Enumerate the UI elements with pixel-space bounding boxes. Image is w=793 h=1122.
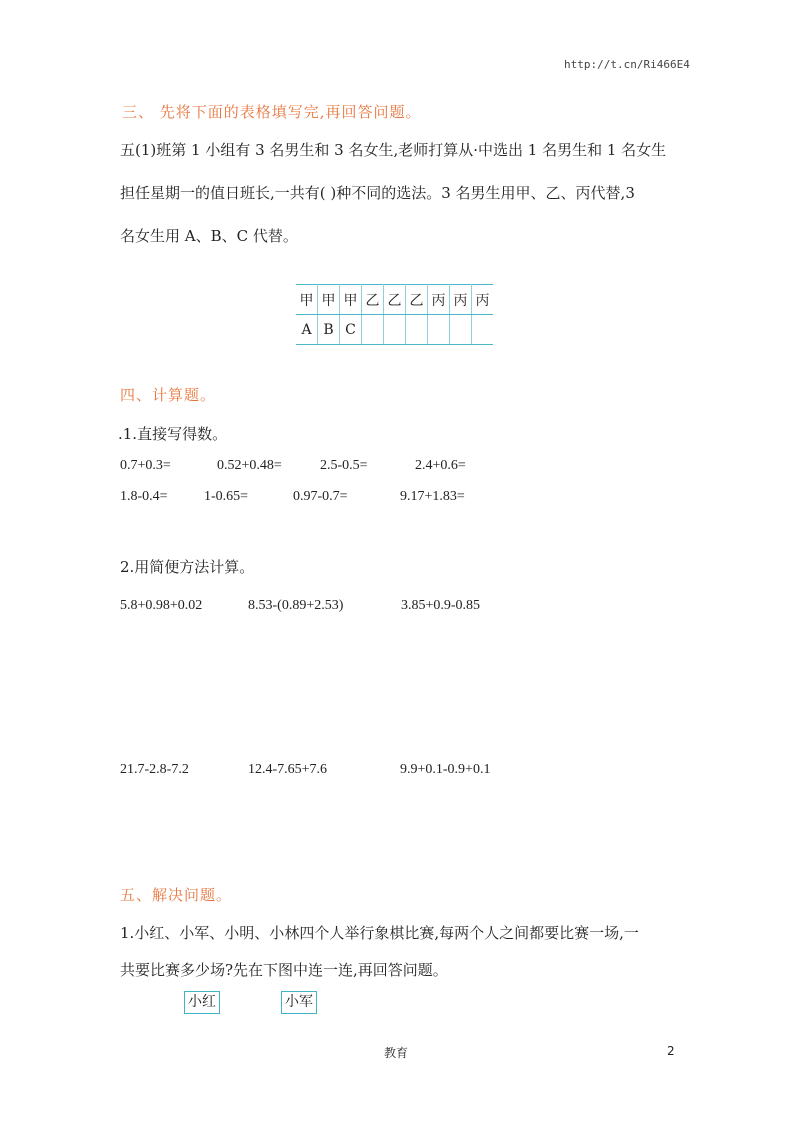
q1-title: .1.直接写得数。 — [118, 425, 228, 443]
calc-item: 9.9+0.1-0.9+0.1 — [400, 762, 491, 777]
calc-item: 5.8+0.98+0.02 — [120, 598, 203, 613]
table-cell: 甲 — [340, 285, 362, 315]
section3-title: 三、 先将下面的表格填写完,再回答问题。 — [122, 103, 422, 121]
calc-item: 21.7-2.8-7.2 — [120, 762, 189, 777]
calc-item: 8.53-(0.89+2.53) — [248, 598, 344, 613]
table-cell: 乙 — [362, 285, 384, 315]
section5-q1-line2: 共要比赛多少场?先在下图中连一连,再回答问题。 — [120, 961, 448, 979]
table-cell: 甲 — [296, 285, 318, 315]
table-row-boys — [296, 285, 493, 315]
table-cell: 乙 — [406, 285, 428, 315]
table-cell: 甲 — [318, 285, 340, 315]
page-number: 2 — [667, 1044, 675, 1058]
section3-line3: 名女生用 A、B、C 代替。 — [120, 227, 298, 245]
table-cell: B — [318, 315, 340, 345]
header-url: http://t.cn/Ri466E4 — [564, 58, 690, 71]
table-cell-empty[interactable] — [450, 315, 472, 345]
calc-item: 2.5-0.5= — [320, 458, 368, 473]
table-cell: 丙 — [428, 285, 450, 315]
table-row-girls — [296, 315, 493, 345]
calc-item: 2.4+0.6= — [415, 458, 466, 473]
name-box-xiaojun: 小军 — [281, 991, 317, 1014]
section3-line2: 担任星期一的值日班长,一共有( )种不同的选法。3 名男生用甲、乙、丙代替,3 — [120, 184, 635, 202]
calc-item: 1-0.65= — [204, 489, 249, 504]
footer-label: 教育 — [384, 1046, 409, 1060]
section5-q1-line1: 1.小红、小军、小明、小林四个人举行象棋比赛,每两个人之间都要比赛一场,一 — [120, 924, 639, 942]
calc-item: 0.52+0.48= — [217, 458, 282, 473]
section3-line1: 五(1)班第 1 小组有 3 名男生和 3 名女生,老师打算从·中选出 1 名男生和 1 名女生 — [120, 141, 667, 159]
table-cell-empty[interactable] — [406, 315, 428, 345]
table-cell: A — [296, 315, 318, 345]
table-cell-empty[interactable] — [428, 315, 450, 345]
calc-item: 3.85+0.9-0.85 — [401, 598, 481, 613]
section4-title: 四、计算题。 — [120, 386, 217, 404]
table-cell: 丙 — [450, 285, 472, 315]
name-box-xiaohong: 小红 — [184, 991, 220, 1014]
table-cell-empty[interactable] — [384, 315, 406, 345]
q2-title: 2.用简便方法计算。 — [120, 558, 255, 576]
calc-item: 0.7+0.3= — [120, 458, 171, 473]
calc-item: 1.8-0.4= — [120, 489, 168, 504]
pairing-table — [296, 284, 493, 345]
section5-title: 五、解决问题。 — [120, 886, 233, 904]
table-cell-empty[interactable] — [362, 315, 384, 345]
table-cell: C — [340, 315, 362, 345]
calc-item: 0.97-0.7= — [293, 489, 348, 504]
table-cell-empty[interactable] — [472, 315, 494, 345]
table-cell: 丙 — [472, 285, 494, 315]
calc-item: 12.4-7.65+7.6 — [248, 762, 328, 777]
calc-item: 9.17+1.83= — [400, 489, 465, 504]
table-cell: 乙 — [384, 285, 406, 315]
